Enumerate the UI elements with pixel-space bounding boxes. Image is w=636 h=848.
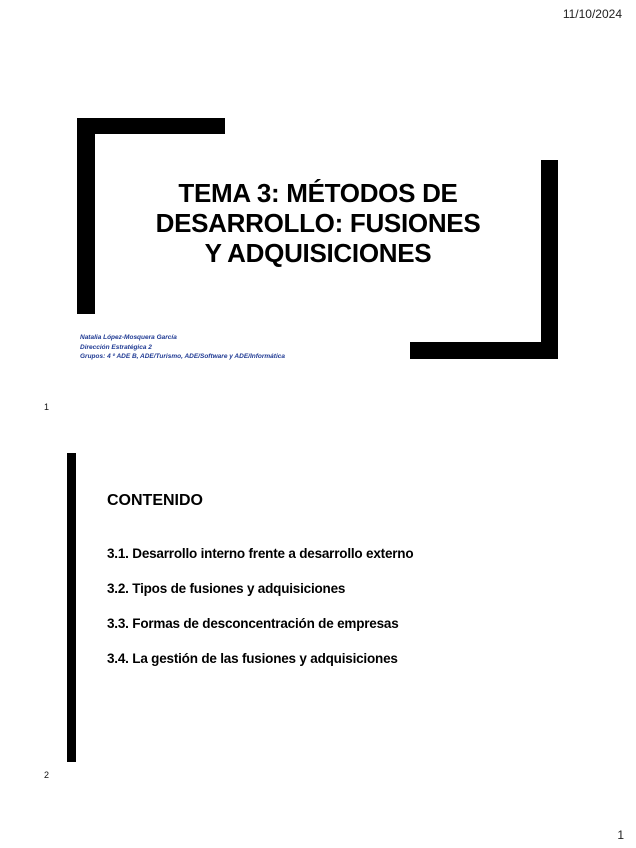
author-block (80, 333, 285, 362)
course-name: Dirección Estratégica 2 (80, 343, 152, 351)
groups-line: Grupos: 4 º ADE B, ADE/Turismo, ADE/Software y ADE/Informática (80, 353, 285, 360)
contents-item: 3.3. Formas de desconcentración de empresas (107, 616, 399, 631)
frame-right-bar (541, 160, 558, 359)
contents-item: 3.4. La gestión de las fusiones y adquisiciones (107, 651, 398, 666)
slide-2-heading: CONTENIDO (107, 492, 203, 509)
contents-list (107, 545, 413, 685)
print-date: 11/10/2024 (562, 7, 622, 21)
title-line: DESARROLLO: FUSIONES (155, 208, 481, 238)
slide-1-title (120, 178, 516, 268)
accent-bar (67, 453, 76, 762)
author-name: Natalia López-Mosquera García (80, 334, 177, 341)
frame-left-bar (77, 118, 95, 314)
frame-bottom-bar (410, 342, 558, 359)
slide-number: 2 (44, 770, 50, 780)
contents-item: 3.2. Tipos de fusiones y adquisiciones (107, 581, 346, 596)
page-number: 1 (617, 828, 624, 842)
slide-1 (0, 0, 636, 420)
title-line: Y ADQUISICIONES (204, 238, 432, 268)
frame-top-bar (77, 118, 225, 134)
contents-item: 3.1. Desarrollo interno frente a desarrollo externo (107, 546, 414, 561)
title-line: TEMA 3: MÉTODOS DE (178, 178, 458, 208)
slide-number: 1 (44, 402, 50, 412)
